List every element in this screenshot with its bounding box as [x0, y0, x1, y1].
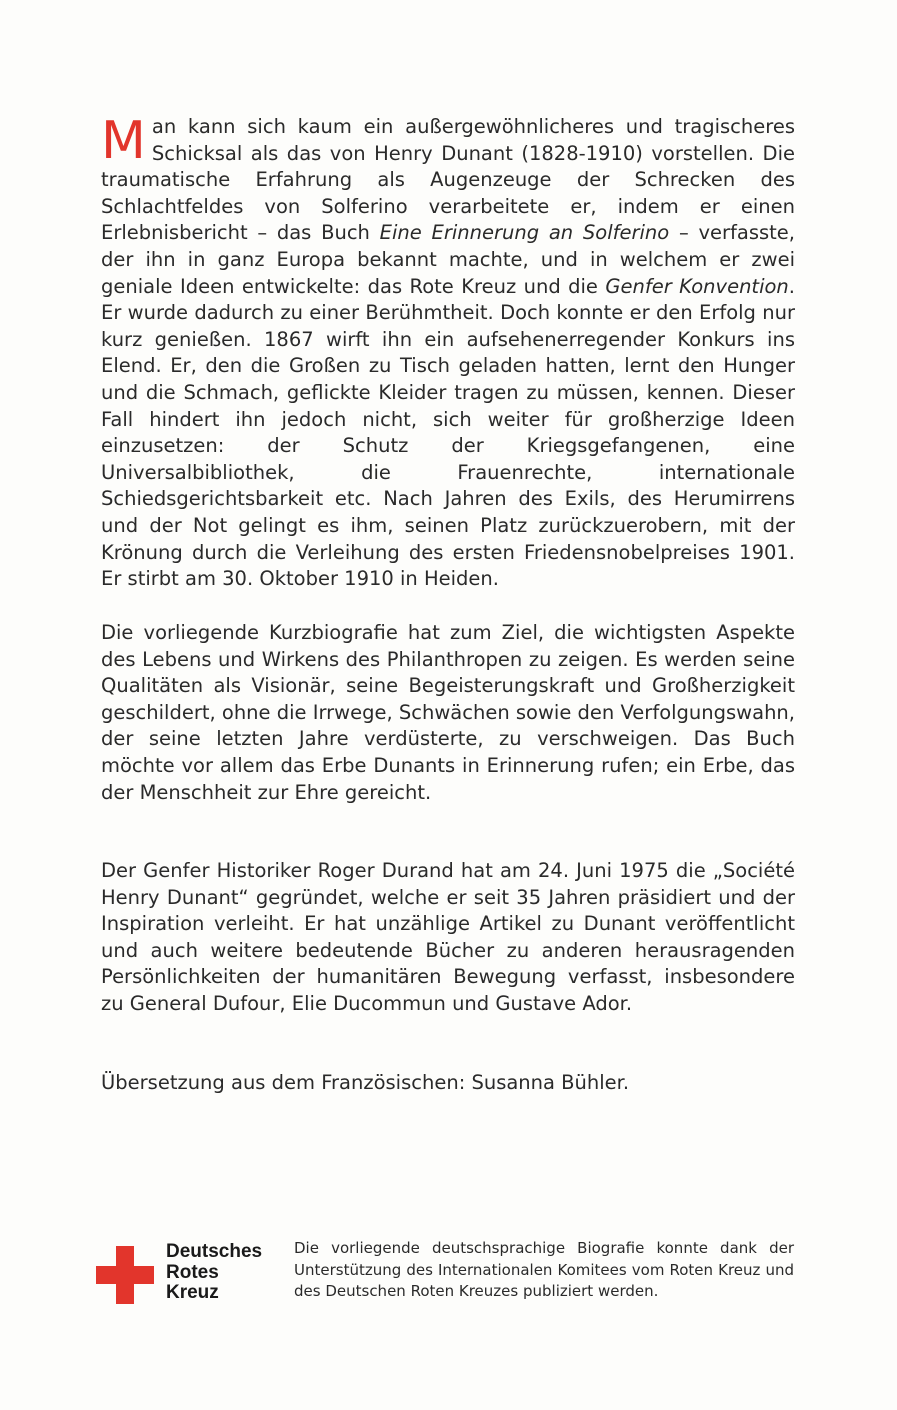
- intro-text-part3: . Er wurde dadurch zu einer Berühmtheit. Doch konnte er den Erfolg nur kurz genießen. 1867 wirft ihn ein aufsehenerregender Konkurs ins Elend. Er, den die Großen zu Tisch geladen hatten, lernt den Hunger und die Schmach, geflickte Kleider tragen zu müssen, kennen. Dieser Fall hindert ihn jedoch nicht, sich weiter für großherzige Ideen einzusetzen: der Schutz der Kriegsgefangenen, eine Universalbibliothek, die Frauenrechte, internationale Schiedsgerichtsbarkeit etc. Nach Jahren des Exils, des Herumirrens und der Not gelingt es ihm, seinen Platz zurückzuerobern, mit der Krönung durch die Verleihung des ersten Friedensnobelpreises 1901. Er stirbt am 30. Oktober 1910 in Heiden.: [101, 274, 795, 591]
- book-title: Eine Erinnerung an Solferino: [379, 221, 670, 245]
- footer: [96, 1239, 796, 1312]
- convention-name: Genfer Konvention: [605, 274, 789, 298]
- drk-logo-text: [166, 1242, 262, 1304]
- author-paragraph: Der Genfer Historiker Roger Durand hat am 24. Juni 1975 die „Société Henry Dunant“ gegründet, welche er seit 35 Jahren präsidiert und der Inspiration verleiht. Er hat unzählige Artikel zu Dunant veröffentlicht und auch weitere bedeutende Bücher zu anderen herausragenden Persönlichkeiten der humanitären Bewegung verfasst, insbesondere zu General Dufour, Elie Ducommun und Gustave Ador.: [101, 859, 795, 1015]
- logo-line-3: Kreuz: [166, 1282, 219, 1303]
- translation-credit: Übersetzung aus dem Französischen: Susanna Bühler.: [101, 1071, 630, 1094]
- intro-text-part1: an kann sich kaum ein außergewöhnlicheres und tragischeres Schicksal als das von Henry Dunant (1828-1910) vorstellen. Die traumatische Erfahrung als Augenzeuge der Schrecken des Schlachtfeldes von Solferino verarbeitete er, indem er einen Erlebnisbericht – das Buch: [101, 115, 795, 245]
- sponsor-note: Die vorliegende deutschsprachige Biografie konnte dank der Unterstützung des Internationalen Komitees vom Roten Kreuz und des Deutschen Roten Kreuzes publiziert werden.: [294, 1239, 794, 1301]
- intro-text-part2: – verfasste, der ihn in ganz Europa bekannt machte, und in welchem er zwei geniale Ideen entwickelte: das Rote Kreuz und die: [101, 221, 795, 298]
- logo-line-1: Deutsches: [166, 1241, 263, 1262]
- biography-aim-paragraph: Die vorliegende Kurzbiografie hat zum Ziel, die wichtigsten Aspekte des Lebens und Wirkens des Philanthropen zu zeigen. Es werden seine Qualitäten als Visionär, seine Begeisterungskraft und Großherzigkeit geschildert, ohne die Irrwege, Schwächen sowie den Verfolgungswahn, der seine letzten Jahre verdüsterte, zu verschweigen. Das Buch möchte vor allem das Erbe Dunants in Erinnerung rufen; ein Erbe, das der Menschheit zur Ehre gereicht.: [101, 621, 795, 804]
- intro-paragraph: [101, 111, 795, 593]
- logo-line-2: Rotes: [166, 1261, 219, 1283]
- red-cross-icon: [96, 1246, 154, 1304]
- drop-cap: M: [101, 111, 146, 171]
